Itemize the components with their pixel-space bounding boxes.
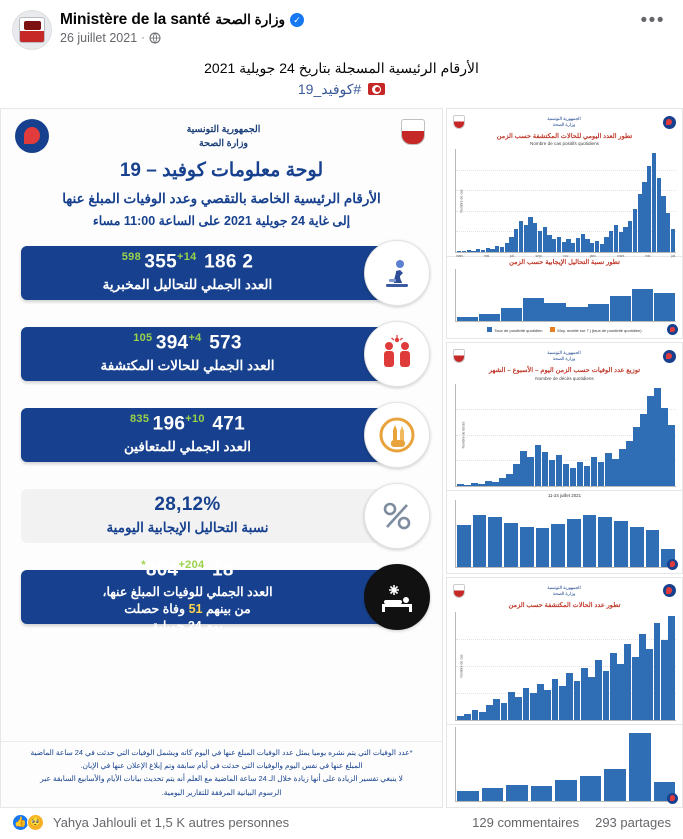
subchart-plot-area bbox=[455, 269, 676, 322]
covid-dashboard-infographic bbox=[0, 108, 443, 808]
chart-plot-area bbox=[455, 149, 676, 258]
footnote-line-2: المبلغ عنها في نفس اليوم والوفيات التي حدثت في أيام سابقة وتم إبلاغ الإعلان عنها في الإبان. bbox=[80, 761, 363, 771]
stat-rows bbox=[1, 234, 442, 641]
infographic-footnote bbox=[1, 741, 442, 807]
caption-line-1: الأرقام الرئيسية المسجلة بتاريخ 24 جويلية 2021 bbox=[204, 60, 479, 76]
stat-label: العدد الجملي للمتعافين bbox=[124, 439, 251, 455]
caption-hashtag[interactable]: #كوفيد_19 bbox=[297, 81, 362, 97]
stat-content bbox=[13, 559, 364, 635]
org-line-1: الجمهورية التونسية bbox=[547, 115, 581, 121]
stat-content bbox=[13, 251, 364, 294]
page-name[interactable]: Ministère de la santé bbox=[60, 11, 211, 28]
chart-bars bbox=[457, 149, 675, 252]
infographic-org bbox=[49, 119, 398, 152]
subchart-bars bbox=[457, 269, 675, 321]
stat-value bbox=[27, 332, 348, 354]
deaths-highlight-count: 51 bbox=[188, 601, 203, 616]
infographic-header bbox=[1, 109, 442, 155]
stat-row-recovered bbox=[13, 398, 432, 472]
stat-number: 2 186 355 bbox=[144, 251, 254, 273]
microscope-icon bbox=[364, 240, 430, 306]
chart-plot-area bbox=[455, 384, 676, 488]
ministry-health-logo-icon bbox=[667, 559, 678, 570]
stat-content bbox=[13, 413, 364, 456]
deaths-label-part-2-post: وفاة حصلت bbox=[124, 601, 186, 616]
stat-content bbox=[13, 332, 364, 375]
org-line-1: الجمهورية التونسية bbox=[547, 584, 581, 590]
stat-value bbox=[27, 494, 348, 516]
chart-card-header bbox=[447, 343, 682, 365]
stat-label: نسبة التحاليل الإيجابية اليومية bbox=[106, 519, 269, 535]
footnote-line-4: الرسوم البيانية المرفقة للتقارير اليومية. bbox=[161, 787, 282, 797]
post-author-block bbox=[60, 10, 627, 45]
deceased-bed-icon bbox=[364, 564, 430, 630]
chart-org-label bbox=[547, 116, 580, 128]
stat-value bbox=[27, 559, 348, 581]
stat-value bbox=[27, 413, 348, 435]
infographic-subtitle-2: إلى غاية 24 جويلية 2021 على الساعة 11:00 مساء bbox=[92, 213, 351, 228]
stat-label: العدد الجملي للتحاليل المخبرية bbox=[102, 277, 273, 293]
tunisia-emblem-icon bbox=[398, 119, 428, 153]
stat-row-tests bbox=[13, 236, 432, 310]
percent-icon bbox=[364, 483, 430, 549]
subchart-bars bbox=[457, 500, 675, 567]
chart-subpanel-weekly bbox=[447, 724, 682, 807]
org-line-2: وزارة الصحة bbox=[552, 122, 576, 127]
media-item-infographic[interactable] bbox=[0, 108, 443, 808]
stat-content bbox=[13, 494, 364, 537]
chart-subtitle: Nombre de décès quotidiens bbox=[535, 375, 594, 381]
chart-x-tick-labels: mars mai juil. sept. nov. janv. mars mai juil. bbox=[456, 253, 676, 258]
chart-y-axis-label: Nombre de cas bbox=[459, 189, 464, 212]
org-line-2: وزارة الصحة bbox=[552, 590, 576, 596]
chart-title: تطور عدد الحالات المكتشفة حسب الزمن bbox=[508, 601, 621, 609]
media-item-cases-evolution-chart[interactable] bbox=[446, 577, 683, 808]
author-name-row bbox=[60, 11, 627, 29]
stat-number: 28,12% bbox=[154, 494, 221, 516]
post-media-grid bbox=[0, 108, 683, 808]
org-line-2: وزارة الصحة bbox=[198, 138, 249, 150]
verified-check-icon: ✓ bbox=[290, 13, 304, 27]
chart-org-label bbox=[547, 350, 580, 362]
stat-delta: +204* bbox=[141, 558, 205, 571]
legend-item-0: Taux de positivité quotidien bbox=[487, 327, 542, 333]
stat-row-cases bbox=[13, 317, 432, 391]
chart-title: تطور العدد اليومي للحالات المكتشفة حسب الزمن bbox=[496, 133, 633, 140]
chart-bars bbox=[457, 612, 675, 721]
chart-subtitle: Nombre de cas positifs quotidiens bbox=[530, 141, 599, 147]
subchart-title: تطور نسبة التحاليل الإيجابية حسب الزمن bbox=[509, 258, 620, 266]
chart-card-daily-cases bbox=[446, 108, 683, 339]
chart-card-header bbox=[447, 109, 682, 131]
stat-label bbox=[27, 584, 348, 635]
footnote-line-1: *عدد الوفيات التي يتم نشره يوميا يمثل عدد الوفيات المبلغ عنها في اليوم كاته ويشمل الوفيات التي حدثت في 24 ساعة الماضية bbox=[30, 747, 413, 757]
ellipsis-icon[interactable]: ••• bbox=[640, 10, 665, 31]
post-meta bbox=[60, 31, 627, 45]
care-emoji-icon: 🥺 bbox=[27, 814, 44, 831]
avatar[interactable] bbox=[12, 10, 52, 50]
subchart-plot-area bbox=[455, 727, 676, 802]
post-header bbox=[0, 0, 683, 56]
deaths-label-part-2-pre: من بينهم bbox=[205, 601, 251, 616]
stat-number: 18 804 bbox=[145, 559, 234, 581]
tunisia-emblem-icon bbox=[453, 115, 465, 129]
chart-org-label bbox=[547, 585, 580, 597]
deaths-label-part-1: العدد الجملي للوفيات المبلغ عنها، bbox=[102, 584, 273, 599]
ministry-health-logo-icon bbox=[667, 793, 678, 804]
chart-plot-area bbox=[455, 612, 676, 722]
caption-line-2 bbox=[14, 79, 669, 100]
chart-y-axis-label: Nombre de cas bbox=[459, 654, 464, 678]
engagement-counts bbox=[472, 815, 671, 830]
subchart-title: 11-24 juillet 2021 bbox=[547, 493, 582, 499]
chart-card-deaths bbox=[446, 342, 683, 573]
org-line-1: الجمهورية التونسية bbox=[547, 350, 581, 356]
comments-count[interactable]: 129 commentaires bbox=[472, 815, 580, 830]
chart-y-axis-label: Nombre de décès bbox=[461, 421, 466, 449]
post-caption bbox=[0, 56, 683, 108]
thumbs-up-icon: 👍 bbox=[12, 814, 29, 831]
stat-row-deaths bbox=[13, 560, 432, 634]
media-item-deaths-chart[interactable] bbox=[446, 342, 683, 573]
deaths-label-part-3: يوم 24 جويلية bbox=[152, 618, 223, 633]
media-item-daily-cases-chart[interactable] bbox=[446, 108, 683, 339]
subchart-plot-area bbox=[455, 500, 676, 568]
ministry-health-logo-icon bbox=[663, 584, 676, 597]
reactions-summary[interactable] bbox=[12, 814, 289, 831]
stat-value bbox=[27, 251, 348, 273]
stat-delta: +14 598 bbox=[121, 250, 197, 263]
stat-label: العدد الجملي للحالات المكتشفة bbox=[100, 358, 275, 374]
victory-hand-icon bbox=[364, 402, 430, 468]
stat-row-positivity-rate bbox=[13, 479, 432, 553]
infographic-title: لوحة معلومات كوفيد – 19 bbox=[119, 160, 324, 181]
chart-card-cases-evolution bbox=[446, 577, 683, 808]
stat-delta: +4 105 bbox=[133, 331, 202, 344]
stat-number: 471 196 bbox=[152, 413, 245, 435]
infographic-subtitle-1: الأرقام الرئيسية الخاصة بالتقصي وعدد الوفيات المبلغ عنها bbox=[62, 191, 381, 206]
stat-delta: +10 835 bbox=[130, 412, 205, 425]
org-line-2: وزارة الصحة bbox=[552, 356, 576, 362]
ministry-health-logo-icon bbox=[663, 116, 676, 129]
tunisia-emblem-icon bbox=[19, 17, 45, 43]
ministry-health-logo-icon bbox=[15, 119, 49, 153]
legend-item-1: Moy. mobile sur 7 j (taux de positivité quotidien) bbox=[550, 327, 641, 333]
subchart-bars bbox=[457, 727, 675, 801]
shares-count[interactable]: 293 partages bbox=[595, 815, 671, 830]
meta-separator: · bbox=[141, 32, 145, 44]
page-name-arabic[interactable]: وزارة الصحة bbox=[215, 12, 286, 27]
subchart-legend bbox=[447, 325, 682, 336]
post-footer bbox=[0, 808, 683, 839]
org-line-1: الجمهورية التونسية bbox=[186, 124, 261, 135]
stat-number: 573 394 bbox=[155, 332, 242, 354]
chart-subpanel-recent-deaths bbox=[447, 490, 682, 573]
reactions-text[interactable]: Yahya Jahlouli et 1,5 K autres personnes bbox=[53, 815, 290, 830]
chart-bars bbox=[457, 384, 675, 487]
tunisia-flag-icon bbox=[368, 83, 385, 95]
tunisia-emblem-icon bbox=[453, 349, 465, 363]
ministry-health-logo-icon bbox=[663, 350, 676, 363]
footnote-line-3: لا ينبغي تفسير الزيادة على أنها زيادة خلال الـ 24 ساعة الماضية مع العلم أنه يتم تحديث بيانات الأيام والأسابيع السابقة عبر bbox=[40, 774, 403, 784]
chart-title: توزيع عدد الوفيات حسب الزمن اليوم – الأسبوع – الشهر bbox=[488, 367, 641, 375]
chart-card-header bbox=[447, 578, 682, 600]
people-infected-icon bbox=[364, 321, 430, 387]
globe-icon[interactable] bbox=[149, 32, 161, 44]
media-thumbnail-column bbox=[446, 108, 683, 808]
tunisia-emblem-icon bbox=[453, 584, 465, 598]
post-date[interactable]: 26 juillet 2021 bbox=[60, 31, 138, 45]
